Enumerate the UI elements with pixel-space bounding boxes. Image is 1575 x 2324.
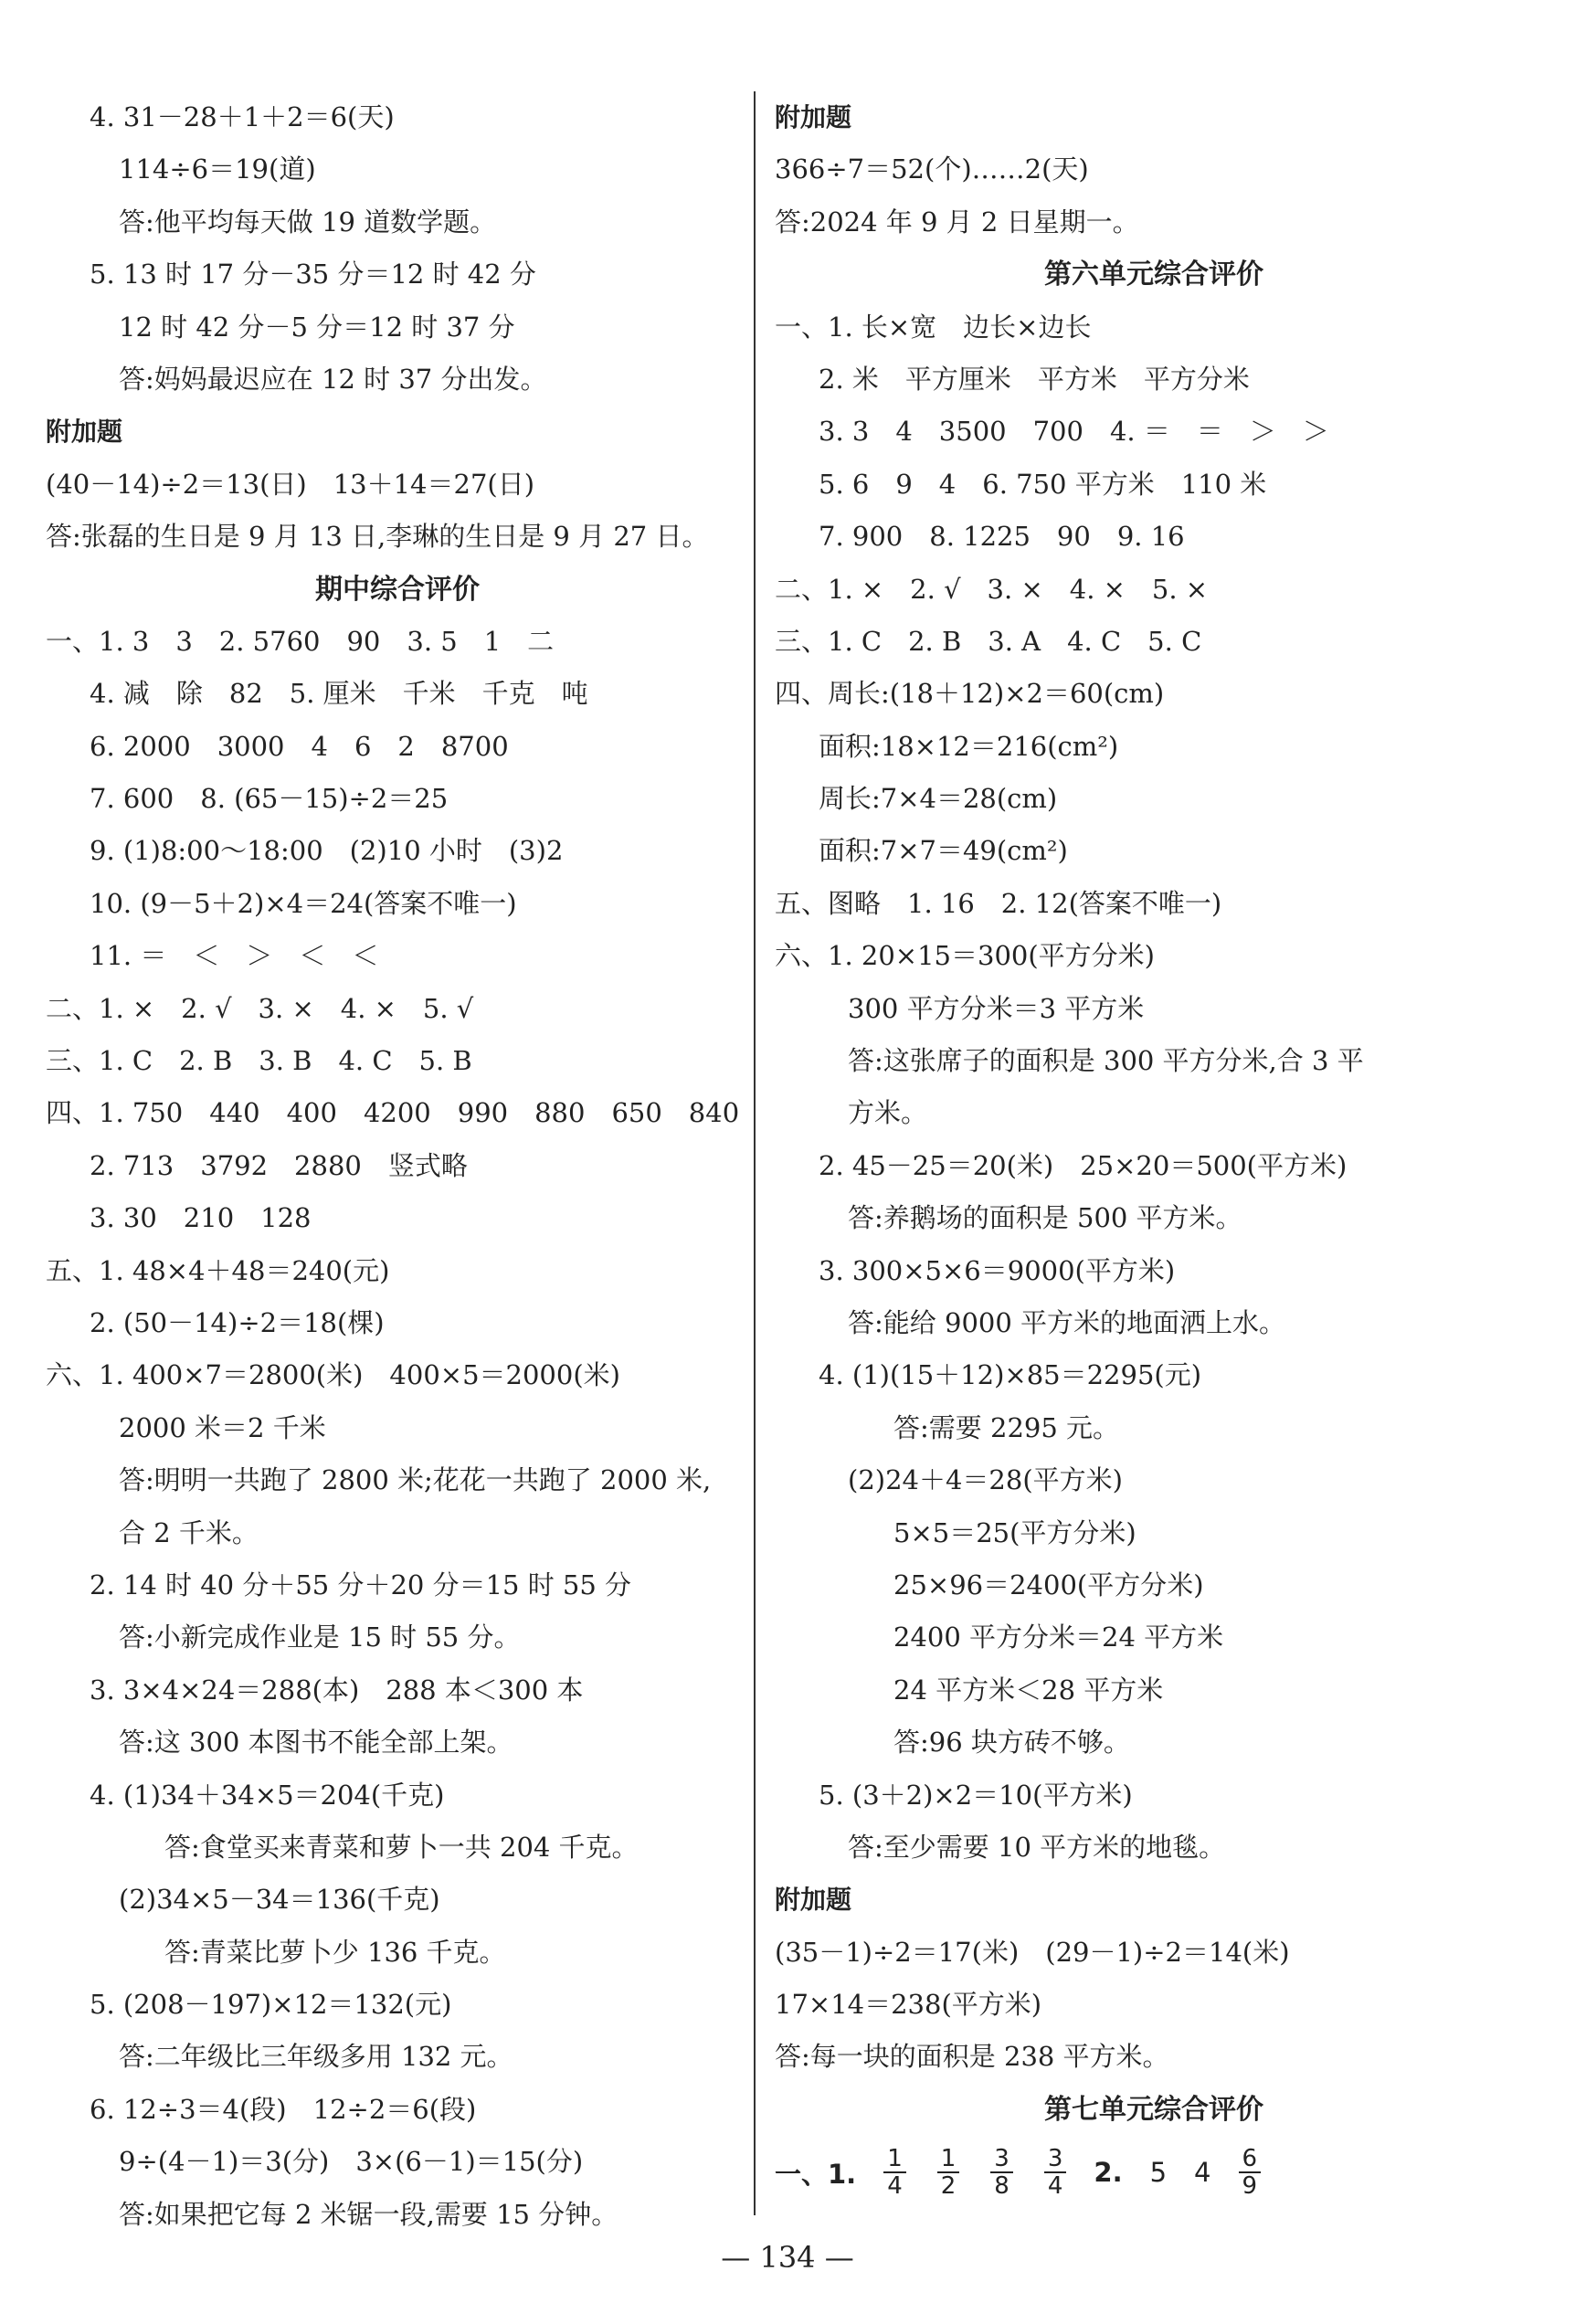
fraction [883, 2146, 906, 2200]
fractions-answer-line [775, 2136, 1533, 2209]
section-heading: 第六单元综合评价 [1044, 259, 1263, 291]
answer-line: 答:能给 9000 平方米的地面洒上水。 [848, 1306, 1286, 1338]
answer-line: 4. (1)(15＋12)×85＝2295(元) [819, 1359, 1202, 1391]
answer-line: (40－14)÷2＝13(日) 13＋14＝27(日) [46, 468, 535, 500]
answer-line: 一、1. 长×宽 边长×边长 [775, 311, 1092, 343]
answer-line: 面积:18×12＝216(cm²) [819, 730, 1119, 762]
answer-line: 答:小新完成作业是 15 时 55 分。 [119, 1622, 521, 1653]
answer-line: 300 平方分米＝3 平方米 [848, 992, 1145, 1024]
q2-value-2: 4 [1194, 2157, 1211, 2189]
answer-line: 3. 3 4 3500 700 4. ＝ ＝ ＞ ＞ [819, 416, 1329, 448]
right-column [775, 91, 1533, 2209]
answer-line: 方米。 [848, 1097, 928, 1129]
answer-line: 17×14＝238(平方米) [775, 1989, 1042, 2021]
answer-line: 9÷(4－1)＝3(分) 3×(6－1)＝15(分) [119, 2146, 584, 2178]
answer-line: 答:这张席子的面积是 300 平方分米,合 3 平 [848, 1045, 1364, 1077]
answer-line: 答:每一块的面积是 238 平方米。 [775, 2041, 1169, 2073]
fraction-numerator: 6 [1239, 2146, 1262, 2174]
answer-line: 五、1. 48×4＋48＝240(元) [46, 1254, 390, 1286]
fraction-denominator: 8 [994, 2172, 1009, 2201]
section-heading: 期中综合评价 [315, 573, 480, 606]
fractions-lead: 一、1. [775, 2158, 857, 2190]
answer-line: 2. 45－25＝20(米) 25×20＝500(平方米) [819, 1149, 1348, 1181]
answer-line: 25×96＝2400(平方分米) [893, 1569, 1204, 1600]
fraction-numerator: 3 [1044, 2146, 1067, 2174]
answer-line: 四、1. 750 440 400 4200 990 880 650 840 [46, 1097, 740, 1129]
fraction-numerator: 3 [990, 2146, 1013, 2174]
fraction-denominator: 4 [1047, 2172, 1063, 2201]
section-heading: 第七单元综合评价 [1044, 2093, 1263, 2126]
fraction-denominator: 4 [887, 2172, 903, 2201]
answer-line: 四、周长:(18＋12)×2＝60(cm) [775, 678, 1165, 710]
left-column [46, 91, 749, 2241]
answer-line: 10. (9－5＋2)×4＝24(答案不唯一) [90, 887, 517, 919]
answer-line: 2000 米＝2 千米 [119, 1411, 326, 1443]
answer-line: 答:如果把它每 2 米锯一段,需要 15 分钟。 [119, 2198, 618, 2230]
page-number: — 134 — [721, 2240, 854, 2275]
answer-line: 二、1. × 2. √ 3. × 4. × 5. √ [46, 992, 474, 1024]
answer-line: 答:96 块方砖不够。 [893, 1727, 1130, 1759]
answer-line: 2. 713 3792 2880 竖式略 [90, 1149, 468, 1181]
answer-line: 4. (1)34＋34×5＝204(千克) [90, 1779, 445, 1811]
answer-line: 7. 600 8. (65－15)÷2＝25 [90, 783, 449, 815]
fraction [1044, 2146, 1067, 2200]
answer-line: 六、1. 20×15＝300(平方分米) [775, 940, 1155, 972]
answer-line: 5. 6 9 4 6. 750 平方米 110 米 [819, 468, 1267, 500]
fraction-numerator: 1 [883, 2146, 906, 2174]
answer-line: 三、1. C 2. B 3. B 4. C 5. B [46, 1045, 472, 1077]
answer-line: 5. (3＋2)×2＝10(平方米) [819, 1779, 1133, 1811]
answer-line: (2)34×5－34＝136(千克) [119, 1884, 440, 1916]
answer-line: 三、1. C 2. B 3. A 4. C 5. C [775, 625, 1202, 657]
answer-line: 二、1. × 2. √ 3. × 4. × 5. × [775, 573, 1209, 605]
answer-line: 合 2 千米。 [119, 1516, 259, 1548]
answer-line: 3. 300×5×6＝9000(平方米) [819, 1254, 1176, 1286]
q2-value-1: 5 [1149, 2157, 1168, 2189]
answer-line: 366÷7＝52(个)……2(天) [775, 153, 1089, 185]
answer-line: 答:二年级比三年级多用 132 元。 [119, 2041, 513, 2073]
answer-line: 3. 30 210 128 [90, 1202, 312, 1234]
answer-line: 11. ＝ ＜ ＞ ＜ ＜ [90, 940, 379, 972]
answer-line: 六、1. 400×7＝2800(米) 400×5＝2000(米) [46, 1359, 620, 1391]
answer-line: 6. 2000 3000 4 6 2 8700 [90, 730, 509, 762]
fraction-numerator: 1 [937, 2146, 960, 2174]
q2-fraction [1239, 2146, 1262, 2200]
answer-line: 6. 12÷3＝4(段) 12÷2＝6(段) [90, 2093, 477, 2125]
answer-line: 答:需要 2295 元。 [893, 1411, 1120, 1443]
answer-line: 2. 14 时 40 分＋55 分＋20 分＝15 时 55 分 [90, 1569, 632, 1600]
answer-line: 4. 31－28＋1＋2＝6(天) [90, 101, 395, 132]
answer-line: (35－1)÷2＝17(米) (29－1)÷2＝14(米) [775, 1936, 1290, 1968]
answer-line: 五、图略 1. 16 2. 12(答案不唯一) [775, 887, 1222, 919]
answer-line: 面积:7×7＝49(cm²) [819, 835, 1068, 867]
answer-line: 12 时 42 分－5 分＝12 时 37 分 [119, 311, 515, 343]
answer-line: 答:2024 年 9 月 2 日星期一。 [775, 206, 1139, 238]
fraction [937, 2146, 960, 2200]
answer-line: 答:青菜比萝卜少 136 千克。 [164, 1936, 506, 1968]
answer-line: 答:食堂买来青菜和萝卜一共 204 千克。 [164, 1831, 639, 1863]
answer-line: 2. 米 平方厘米 平方米 平方分米 [819, 363, 1250, 395]
answer-line: 7. 900 8. 1225 90 9. 16 [819, 521, 1185, 553]
answer-line: 2. (50－14)÷2＝18(棵) [90, 1306, 385, 1338]
subsection-heading: 附加题 [775, 1885, 852, 1916]
answer-line: 答:妈妈最迟应在 12 时 37 分出发。 [119, 363, 547, 395]
answer-line: 24 平方米＜28 平方米 [893, 1674, 1164, 1706]
answer-line: 答:至少需要 10 平方米的地毯。 [848, 1831, 1226, 1863]
column-divider [754, 91, 756, 2215]
answer-line: 9. (1)8:00～18:00 (2)10 小时 (3)2 [90, 835, 564, 867]
answer-line: 4. 减 除 82 5. 厘米 千米 千克 吨 [90, 678, 588, 710]
answer-line: (2)24＋4＝28(平方米) [848, 1464, 1123, 1496]
answer-line: 答:张磊的生日是 9 月 13 日,李琳的生日是 9 月 27 日。 [46, 521, 709, 553]
answer-line: 答:他平均每天做 19 道数学题。 [119, 206, 497, 238]
fraction-group-1 [883, 2146, 1066, 2200]
answer-line: 答:这 300 本图书不能全部上架。 [119, 1727, 513, 1759]
answer-line: 5. 13 时 17 分－35 分＝12 时 42 分 [90, 259, 536, 290]
answer-line: 3. 3×4×24＝288(本) 288 本＜300 本 [90, 1674, 584, 1706]
answer-line: 2400 平方分米＝24 平方米 [893, 1622, 1224, 1653]
fraction-denominator: 2 [940, 2172, 957, 2201]
right-column-lines [775, 91, 1533, 2136]
fraction-denominator: 9 [1242, 2172, 1258, 2201]
fraction [990, 2146, 1013, 2200]
answer-line: 5. (208－197)×12＝132(元) [90, 1989, 452, 2021]
answer-line: 一、1. 3 3 2. 5760 90 3. 5 1 二 [46, 625, 555, 657]
answer-line: 答:养鹅场的面积是 500 平方米。 [848, 1202, 1242, 1234]
answer-line: 答:明明一共跑了 2800 米;花花一共跑了 2000 米, [119, 1464, 712, 1496]
q2-label: 2. [1094, 2157, 1123, 2189]
subsection-heading: 附加题 [46, 417, 123, 448]
answer-line: 114÷6＝19(道) [119, 153, 316, 185]
subsection-heading: 附加题 [775, 102, 852, 132]
answer-line: 周长:7×4＝28(cm) [819, 783, 1058, 815]
answer-line: 5×5＝25(平方分米) [893, 1516, 1136, 1548]
